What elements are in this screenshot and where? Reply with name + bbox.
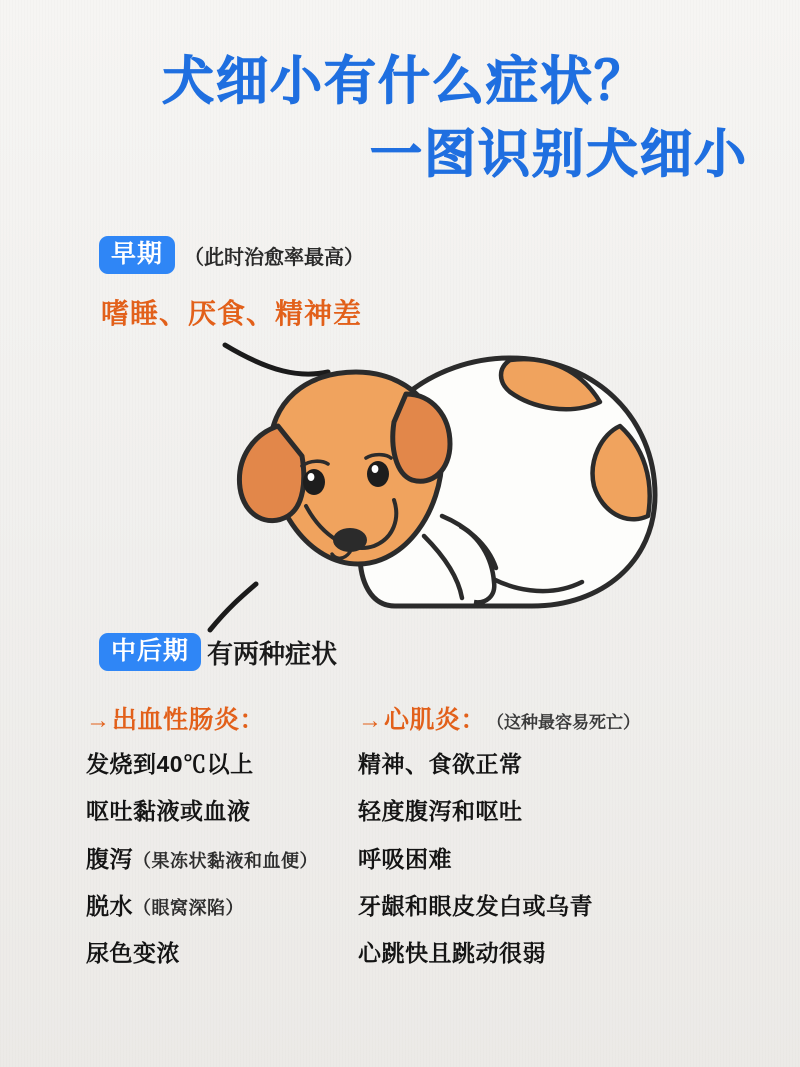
early-stage-symptoms: 嗜睡、厌食、精神差 [101,298,363,329]
list-item [358,941,800,966]
early-stage-header [99,236,364,274]
list-item [358,799,800,824]
early-stage-badge: 早期 [99,236,175,274]
column-hemorrhagic-enteritis [0,700,330,988]
list-item-main: 脱水 [86,892,133,919]
list-item-main: 呼吸困难 [358,845,452,872]
list-item-main: 呕吐黏液或血液 [86,798,251,825]
list-item-main: 轻度腹泻和呕吐 [358,798,523,825]
list-item [86,894,330,919]
column-myocarditis [330,700,800,988]
list-item [358,752,800,777]
list-item-main: 腹泻 [86,845,133,872]
list-item-main: 发烧到40℃以上 [86,751,254,777]
column-left-header [86,700,330,736]
mid-late-stage-note: 有两种症状 [207,638,338,669]
title-line-2: 一图识别犬细小 [369,126,748,185]
title-line-1: 犬细小有什么症状？ [161,53,648,111]
symptom-columns [0,700,800,988]
list-item [358,894,800,919]
list-item [86,799,330,824]
list-item-sub: （果冻状黏液和血便） [133,850,318,871]
arrow-right-icon: → [358,707,382,734]
list-item [358,847,800,872]
arrow-right-icon: → [86,707,110,734]
page-title [0,52,800,187]
list-item-main: 尿色变浓 [86,940,180,967]
list-item-main: 心跳快且跳动很弱 [358,940,546,967]
list-item [86,847,330,872]
list-item [86,941,330,966]
column-left-title: 出血性肠炎： [112,706,266,734]
list-item-main: 牙龈和眼皮发白或乌青 [358,892,593,919]
early-stage-note: （此时治愈率最高） [184,246,365,269]
mid-late-stage-badge: 中后期 [99,633,201,671]
sick-curled-dog-icon [210,330,680,640]
mid-late-stage-header [99,633,337,671]
list-item [86,752,330,777]
column-right-header [358,700,800,736]
column-right-title: 心肌炎： [384,706,487,734]
column-right-subtitle: （这种最容易死亡） [487,713,641,732]
list-item-main: 精神、食欲正常 [358,751,523,777]
list-item-sub: （眼窝深陷） [133,897,244,918]
